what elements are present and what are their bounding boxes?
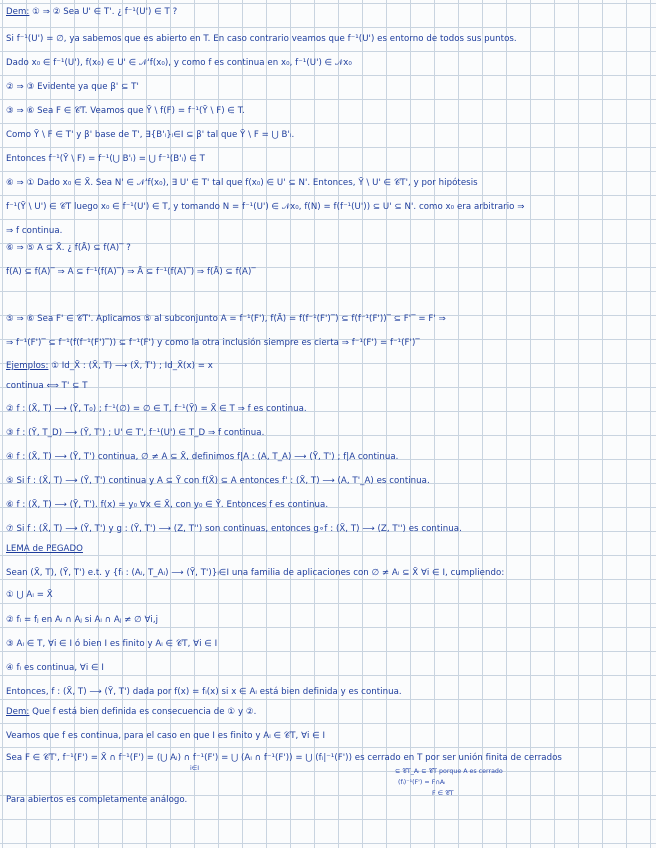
line-l02: Si f⁻¹(U') = ∅, ya sabemos que es abierto en T. En caso contrario veamos que f⁻¹(U') es entorno de todos sus puntos. [6,34,517,44]
line-l11: ⑥ ⇒ ⑤ A ⊆ X̄. ¿ f(Ā) ⊆ f(A)‾ ? [6,243,131,253]
line-l23 [6,543,650,555]
note-union-index: i∈I [190,765,200,772]
line-l20: ⑤ Si f : (X̄, T) ⟶ (Ȳ, T') continua y A ⊆ Ȳ con f(X̄) ⊆ A entonces f' : (X̄, T) ⟶ (A, T'_A) es continua. [6,476,430,486]
line-l28: ④ fᵢ es continua, ∀i ∈ I [6,663,104,673]
ejemplos-heading [6,361,213,371]
underlined-lead: Dem: [6,707,30,717]
line-l03: Dado x₀ ∈ f⁻¹(U'), f(x₀) ∈ U' ∈ 𝒩'f(x₀), y como f es continua en x₀, f⁻¹(U') ∈ 𝒩x₀ [6,58,352,68]
line-l09: f⁻¹(Ȳ \ U') ∈ 𝒞T luego x₀ ∈ f⁻¹(U') ∈ T, y tomando N = f⁻¹(U') ∈ 𝒩x₀, f(N) = f(f⁻¹(U')) ⊆ U' ⊆ N'. como x₀ era arbitrario ⇒ [6,202,525,212]
line-l32: Sea F ∈ 𝒞T', f⁻¹(F') = X̄ ∩ f⁻¹(F') = (⋃ Aᵢ) ∩ f⁻¹(F') = ⋃ (Aᵢ ∩ f⁻¹(F')) = ⋃ (fᵢ|⁻¹(F')) es cerrado en T por ser unión finita de cerrados [6,753,562,763]
line-l31: Veamos que f es continua, para el caso en que I es finito y Aᵢ ∈ 𝒞T, ∀i ∈ I [6,731,326,741]
underlined-lead: Dem: [6,7,30,17]
line-l05: ③ ⇒ ⑥ Sea F ∈ 𝒞T. Veamos que Ȳ \ f(F) = f⁻¹(Ȳ \ F) ∈ T. [6,106,245,116]
line-l16: continua ⟺ T' ⊆ T [6,381,88,391]
line-rest: ① Id_X̄ : (X̄, T) ⟶ (X̄, T') ; Id_X̄(x) = x [48,361,213,371]
line-l17: ② f : (X̄, T) ⟶ (Ȳ, T₀) ; f⁻¹(∅) = ∅ ∈ T, f⁻¹(Ȳ) = X̄ ∈ T ⇒ f es continua. [6,404,307,414]
dem-heading-1 [6,7,177,17]
line-l12: f(A) ⊆ f(A)‾ ⇒ A ⊆ f⁻¹(f(A)‾) ⇒ Ā ⊆ f⁻¹(f(A)‾) ⇒ f(Ā) ⊆ f(A)‾ [6,267,256,277]
line-l14: ⇒ f⁻¹(F')‾ ⊆ f⁻¹(f(f⁻¹(F')‾)) ⊆ f⁻¹(F') y como la otra inclusión siempre es cierta ⇒ f⁻¹(F') = f⁻¹(F')‾ [6,338,420,348]
line-l06: Como Ȳ \ F ∈ T' y β' base de T', ∃{B'ᵢ}ᵢ∈I ⊆ β' tal que Ȳ \ F = ⋃ B'ᵢ. [6,130,295,140]
line-l19: ④ f : (X̄, T) ⟶ (Ȳ, T') continua, ∅ ≠ A ⊆ X̄, definimos f|A : (A, T_A) ⟶ (Ȳ, T') ; f|A continua. [6,452,399,462]
line-l13: ⑤ ⇒ ⑥ Sea F' ∈ 𝒞T'. Aplicamos ⑤ al subconjunto A = f⁻¹(F'), f(Ā) = f(f⁻¹(F')‾) ⊆ f(f⁻¹(F'))‾ ⊆ F'‾ = F' ⇒ [6,314,446,324]
line-rest: Que f está bien definida es consecuencia de ① y ②. [29,707,257,717]
line-rest: ① ⇒ ② Sea U' ∈ T'. ¿ f⁻¹(U') ∈ T ? [29,7,178,17]
note-closed-reason: ⊆ 𝒞T_Aᵢ ⊆ 𝒞T porque A es cerrado [395,768,503,775]
line-l10: ⇒ f continua. [6,226,63,236]
line-l27: ③ Aᵢ ∈ T, ∀i ∈ I ó bien I es finito y Aᵢ ∈ 𝒞T, ∀i ∈ I [6,639,218,649]
lema-heading: LEMA de PEGADO [6,544,83,554]
note-closed-set: F ∈ 𝒞T [432,790,454,797]
note-restriction: (fᵢ)⁻¹(F') = F∩Aᵢ [398,779,446,786]
dem-heading-2 [6,707,256,717]
line-l08: ⑥ ⇒ ① Dado x₀ ∈ X̄. Sea N' ∈ 𝒩'f(x₀), ∃ U' ∈ T' tal que f(x₀) ∈ U' ⊆ N'. Entonces, Ȳ \ U' ∈ 𝒞T', y por hipótesis [6,178,478,188]
line-l15 [6,360,650,372]
line-l30 [6,706,650,718]
line-l29: Entonces, f : (X̄, T) ⟶ (Ȳ, T') dada por f(x) = fᵢ(x) si x ∈ Aᵢ está bien definida y es continua. [6,687,402,697]
line-l25: ① ⋃ Aᵢ = X̄ [6,590,53,600]
line-l33: Para abiertos es completamente análogo. [6,795,188,805]
line-l22: ⑦ Si f : (X̄, T) ⟶ (Ȳ, T') y g : (Ȳ, T') ⟶ (Z, T'') son continuas, entonces g∘f : (X̄, T) ⟶ (Z, T'') es continua. [6,524,462,534]
line-l26: ② fᵢ = fⱼ en Aᵢ ∩ Aⱼ si Aᵢ ∩ Aⱼ ≠ ∅ ∀i,j [6,615,159,625]
line-l01 [6,6,650,18]
line-l07: Entonces f⁻¹(Ȳ \ F) = f⁻¹(⋃ B'ᵢ) = ⋃ f⁻¹(B'ᵢ) ∈ T [6,154,205,164]
line-l18: ③ f : (Ȳ, T_D) ⟶ (Ȳ, T') ; U' ∈ T', f⁻¹(U') ∈ T_D ⇒ f continua. [6,428,265,438]
line-l24: Sean (X̄, T), (Ȳ, T') e.t. y {fᵢ : (Aᵢ, T_Aᵢ) ⟶ (Ȳ, T')}ᵢ∈I una familia de aplicaciones con ∅ ≠ Aᵢ ⊆ X̄ ∀i ∈ I, cumpliendo: [6,568,505,578]
line-l21: ⑥ f : (X̄, T) ⟶ (Ȳ, T'). f(x) = y₀ ∀x ∈ X̄, con y₀ ∈ Ȳ. Entonces f es continua. [6,500,329,510]
line-l04: ② ⇒ ③ Evidente ya que β' ⊆ T' [6,82,139,92]
underlined-lead: Ejemplos: [6,361,49,371]
